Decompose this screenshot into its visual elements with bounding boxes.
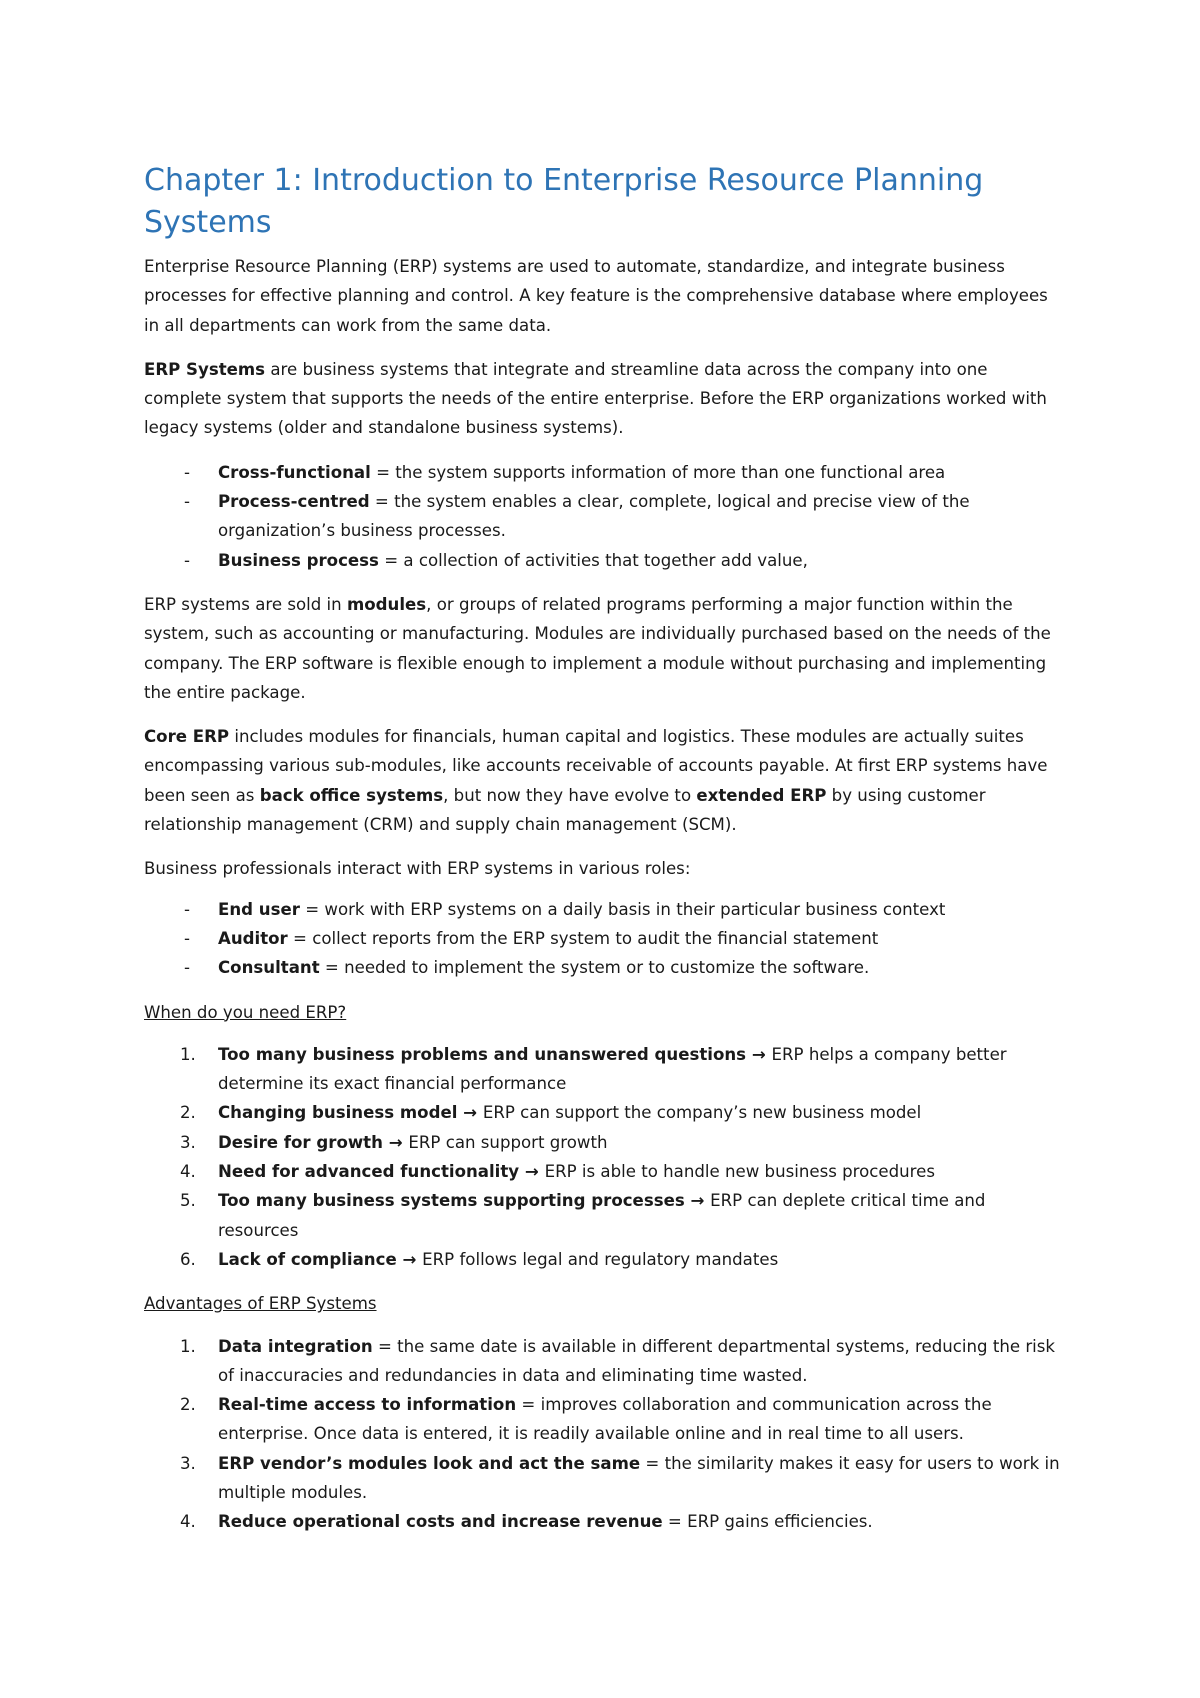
dash-marker: - xyxy=(184,462,190,482)
list-item-term: Business process xyxy=(218,550,379,570)
list-item xyxy=(144,487,1064,546)
number-marker: 1. xyxy=(180,1044,196,1064)
list-item-term: Reduce operational costs and increase revenue xyxy=(218,1512,663,1532)
arrow-right-icon: → xyxy=(684,1191,711,1211)
term-erp-systems: ERP Systems xyxy=(144,359,266,379)
list-item-term: ERP vendor’s modules look and act the same xyxy=(218,1453,641,1473)
list-item-text: = the similarity makes it easy for users to work in multiple modules. xyxy=(218,1453,1060,1502)
term-core-erp: Core ERP xyxy=(144,727,230,747)
number-marker: 5. xyxy=(180,1191,196,1211)
list-item-term: Auditor xyxy=(218,928,288,948)
list-item xyxy=(144,1157,1064,1186)
advantages-list xyxy=(144,1332,1064,1537)
list-item-text: = the system enables a clear, complete, logical and precise view of the organization’s business processes. xyxy=(218,492,970,541)
list-item-text: = needed to implement the system or to customize the software. xyxy=(319,958,870,978)
paragraph-text: includes modules for financials, human capital and logistics. These modules are actually suites encompassing various sub-modules, like accounts receivable of accounts payable. At first ERP systems have been seen as xyxy=(144,727,1048,805)
subheading-when-need-erp: When do you need ERP? xyxy=(144,1002,347,1022)
list-item-text: ERP can deplete critical time and resources xyxy=(218,1191,986,1240)
number-marker: 2. xyxy=(180,1395,196,1415)
arrow-right-icon: → xyxy=(746,1044,772,1064)
list-item-term: Too many business problems and unanswered questions xyxy=(218,1044,747,1064)
list-item xyxy=(144,1098,1064,1127)
term-back-office: back office systems xyxy=(259,785,444,805)
core-erp-paragraph xyxy=(144,722,1064,839)
dash-marker: - xyxy=(184,899,190,919)
list-item-text: = improves collaboration and communication across the enterprise. Once data is entered, it is readily available online and in real time to all users. xyxy=(218,1395,992,1444)
document-body xyxy=(144,160,1064,1552)
list-item-term: Data integration xyxy=(218,1336,373,1356)
arrow-right-icon: → xyxy=(457,1103,483,1123)
number-marker: 2. xyxy=(180,1103,196,1123)
arrow-right-icon: → xyxy=(382,1132,409,1152)
number-marker: 6. xyxy=(180,1249,196,1269)
modules-paragraph xyxy=(144,590,1064,707)
list-item-term: End user xyxy=(218,899,300,919)
list-item xyxy=(144,1507,1064,1536)
subheading-advantages: Advantages of ERP Systems xyxy=(144,1294,377,1314)
paragraph-text: are business systems that integrate and streamline data across the company into one complete system that supports the needs of the entire enterprise. Before the ERP organizations worked with legacy systems (older and standalone business systems). xyxy=(144,359,1047,438)
paragraph-text: ERP systems are sold in xyxy=(144,594,347,614)
when-need-erp-list xyxy=(144,1040,1064,1274)
characteristics-list xyxy=(144,458,1064,575)
list-item-term: Lack of compliance xyxy=(218,1249,397,1269)
list-item-text: = collect reports from the ERP system to audit the financial statement xyxy=(287,928,879,948)
intro-paragraph: Enterprise Resource Planning (ERP) systems are used to automate, standardize, and integrate business processes for effective planning and control. A key feature is the comprehensive database where employees in all departments can work from the same data. xyxy=(144,257,1048,335)
list-item-term: Need for advanced functionality xyxy=(218,1162,520,1182)
term-extended-erp: extended ERP xyxy=(696,785,827,805)
list-item xyxy=(144,1245,1064,1274)
number-marker: 4. xyxy=(180,1512,196,1532)
list-item xyxy=(144,1449,1064,1508)
dash-marker: - xyxy=(184,928,190,948)
dash-marker: - xyxy=(184,550,190,570)
arrow-right-icon: → xyxy=(396,1249,423,1269)
list-item-text: = work with ERP systems on a daily basis in their particular business context xyxy=(299,899,946,919)
list-item xyxy=(144,1040,1064,1099)
list-item xyxy=(144,1186,1064,1245)
paragraph-text: , but now they have evolve to xyxy=(443,785,697,805)
list-item-text: = the system supports information of more than one functional area xyxy=(370,462,946,482)
list-item-term: Desire for growth xyxy=(218,1132,383,1152)
number-marker: 3. xyxy=(180,1453,196,1473)
list-item-text: ERP can support growth xyxy=(408,1132,608,1152)
term-modules: modules xyxy=(346,594,427,614)
list-item xyxy=(144,458,1064,487)
dash-marker: - xyxy=(184,492,190,512)
list-item xyxy=(144,546,1064,575)
number-marker: 3. xyxy=(180,1132,196,1152)
number-marker: 1. xyxy=(180,1336,196,1356)
list-item-term: Real-time access to information xyxy=(218,1395,517,1415)
list-item xyxy=(144,1128,1064,1157)
roles-list xyxy=(144,895,1064,983)
list-item-text: = a collection of activities that together add value, xyxy=(378,550,808,570)
list-item-term: Consultant xyxy=(218,958,320,978)
list-item xyxy=(144,924,1064,953)
paragraph-text: by using customer relationship management (CRM) and supply chain management (SCM). xyxy=(144,785,986,835)
list-item xyxy=(144,895,1064,924)
list-item xyxy=(144,1332,1064,1391)
list-item-text: ERP is able to handle new business procedures xyxy=(544,1162,935,1182)
list-item xyxy=(144,1390,1064,1449)
roles-intro-paragraph: Business professionals interact with ERP systems in various roles: xyxy=(144,859,691,879)
list-item-term: Changing business model xyxy=(218,1103,458,1123)
list-item-term: Cross-functional xyxy=(218,462,371,482)
number-marker: 4. xyxy=(180,1162,196,1182)
list-item-text: = ERP gains efficiencies. xyxy=(662,1512,873,1532)
arrow-right-icon: → xyxy=(519,1162,545,1182)
list-item-text: ERP can support the company’s new business model xyxy=(482,1103,922,1123)
list-item-term: Too many business systems supporting processes xyxy=(218,1191,685,1211)
dash-marker: - xyxy=(184,958,190,978)
list-item xyxy=(144,953,1064,982)
list-item-term: Process-centred xyxy=(218,492,370,512)
chapter-title: Chapter 1: Introduction to Enterprise Resource Planning Systems xyxy=(144,163,984,240)
list-item-text: = the same date is available in different departmental systems, reducing the risk of inaccuracies and redundancies in data and eliminating time wasted. xyxy=(218,1336,1056,1385)
list-item-text: ERP helps a company better determine its exact financial performance xyxy=(218,1044,1007,1094)
list-item-text: ERP follows legal and regulatory mandates xyxy=(422,1249,779,1269)
paragraph-text: , or groups of related programs performing a major function within the system, such as accounting or manufacturing. Modules are individually purchased based on the needs of the company. The ERP software is flexible enough to implement a module without purchasing and implementing the entire package. xyxy=(144,594,1051,702)
erp-systems-paragraph xyxy=(144,355,1064,443)
